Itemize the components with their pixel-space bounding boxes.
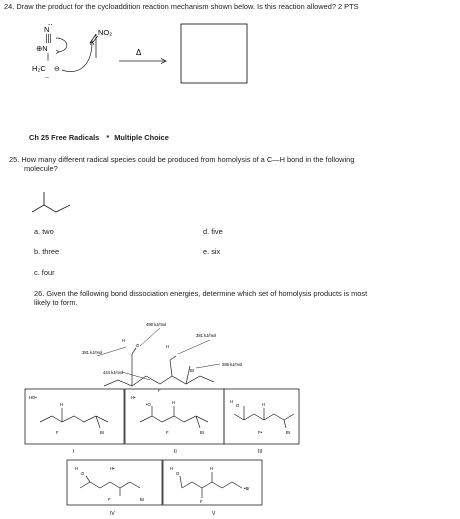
question-25-text: 25. How many different radical species could be produced from homolysis of a C—H bond in the following molecule? bbox=[9, 155, 355, 173]
numeral-iii: III bbox=[258, 449, 263, 455]
svg-text:F•: F• bbox=[258, 430, 263, 435]
delta-label: Δ bbox=[136, 48, 142, 57]
svg-text:F: F bbox=[158, 388, 161, 393]
q24-reaction-scheme bbox=[0, 0, 460, 140]
numeral-v: V bbox=[212, 511, 216, 517]
answer-box-iii bbox=[224, 389, 299, 444]
svg-text:H: H bbox=[210, 466, 214, 471]
svg-text:H: H bbox=[75, 466, 79, 471]
h2c-label: H₂C bbox=[32, 64, 46, 73]
svg-text:H•: H• bbox=[131, 395, 136, 400]
svg-text:•Br: •Br bbox=[244, 486, 250, 491]
svg-text:•O: •O bbox=[146, 402, 151, 407]
svg-text:Br: Br bbox=[286, 430, 291, 435]
svg-text:H: H bbox=[60, 402, 64, 407]
option-c[interactable]: c. four bbox=[34, 268, 55, 277]
energy-381-right: 381 kJ/mol bbox=[196, 333, 217, 338]
svg-text:O: O bbox=[81, 471, 85, 476]
svg-text:F: F bbox=[166, 430, 169, 435]
question-24-text: 24. Draw the product for the cycloaddition reaction mechanism shown below. Is this reaction allowed? 2 PTS bbox=[4, 2, 359, 11]
option-b[interactable]: b. three bbox=[34, 247, 60, 256]
answer-box bbox=[181, 24, 247, 83]
svg-text:H: H bbox=[262, 402, 266, 407]
numeral-iv: IV bbox=[110, 511, 115, 517]
n-plus-label: ⊕N bbox=[36, 44, 48, 53]
svg-text:Br: Br bbox=[200, 430, 205, 435]
svg-text:Br: Br bbox=[140, 497, 145, 502]
svg-text:H•: H• bbox=[110, 466, 115, 471]
lone-pair-dots: ‥ bbox=[48, 20, 53, 27]
numeral-i: I bbox=[73, 449, 75, 455]
q26-diagram bbox=[0, 310, 460, 519]
svg-text:F: F bbox=[56, 430, 59, 435]
main-molecule bbox=[104, 348, 214, 386]
option-a[interactable]: a. two bbox=[34, 227, 54, 236]
option-d[interactable]: d. five bbox=[203, 227, 223, 236]
svg-text:HO•: HO• bbox=[29, 395, 37, 400]
minus-charge: ⊖ bbox=[54, 66, 60, 73]
svg-text:O: O bbox=[136, 343, 140, 348]
question-26-text: 26. Given the following bond dissociation energies, determine which set of homolysis products is most likely to form. bbox=[34, 289, 368, 307]
svg-text:Br: Br bbox=[190, 368, 195, 373]
carbanion-dots: ‥ bbox=[45, 74, 50, 80]
no2-label: NO₂ bbox=[98, 28, 113, 37]
answer-box-iv bbox=[67, 460, 162, 505]
section-title: Ch 25 Free Radicals * Multiple Choice bbox=[29, 133, 169, 142]
q25-molecule bbox=[30, 190, 90, 220]
svg-text:O: O bbox=[176, 471, 180, 476]
svg-text:F: F bbox=[200, 499, 203, 504]
option-e[interactable]: e. six bbox=[203, 247, 221, 256]
svg-text:O: O bbox=[236, 403, 240, 408]
energy-444: 444 kJ/mol bbox=[103, 370, 124, 375]
svg-text:H: H bbox=[122, 338, 126, 343]
n-top-label: N bbox=[44, 25, 50, 34]
numeral-ii: II bbox=[174, 449, 177, 455]
svg-text:H: H bbox=[170, 466, 174, 471]
energy-381-left: 381 kJ/mol bbox=[82, 350, 103, 355]
svg-text:Br: Br bbox=[100, 430, 105, 435]
svg-text:F: F bbox=[108, 497, 111, 502]
svg-text:H: H bbox=[172, 400, 176, 405]
energy-285: 285 kJ/mol bbox=[222, 362, 243, 367]
energy-498: 498 kJ/mol bbox=[146, 322, 167, 327]
svg-text:H: H bbox=[230, 399, 234, 404]
svg-text:H: H bbox=[166, 344, 170, 349]
